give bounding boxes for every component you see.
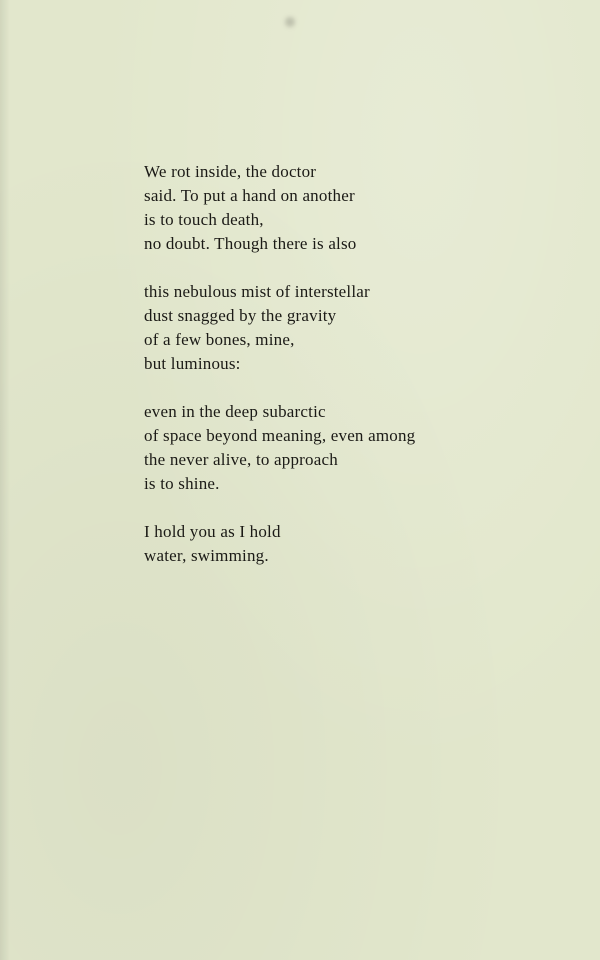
paper-speck [285, 17, 295, 27]
poem-line: of space beyond meaning, even among [144, 426, 416, 445]
stanza-2 [144, 280, 584, 376]
stanza-3 [144, 400, 584, 496]
poem-line: the never alive, to approach [144, 450, 338, 469]
poem-line: is to shine. [144, 474, 220, 493]
poem-line: but luminous: [144, 354, 241, 373]
poem-line: water, swimming. [144, 546, 269, 565]
poem-line: We rot inside, the doctor [144, 162, 317, 181]
poem-line: I hold you as I hold [144, 522, 281, 541]
poem-line: of a few bones, mine, [144, 330, 295, 349]
poem-line: is to touch death, [144, 210, 264, 229]
stanza-1 [144, 160, 584, 256]
poem [144, 160, 584, 592]
poem-line: said. To put a hand on another [144, 186, 355, 205]
poem-line: even in the deep subarctic [144, 402, 326, 421]
poem-line: this nebulous mist of interstellar [144, 282, 370, 301]
stanza-4 [144, 520, 584, 568]
poem-line: dust snagged by the gravity [144, 306, 337, 325]
poem-line: no doubt. Though there is also [144, 234, 357, 253]
